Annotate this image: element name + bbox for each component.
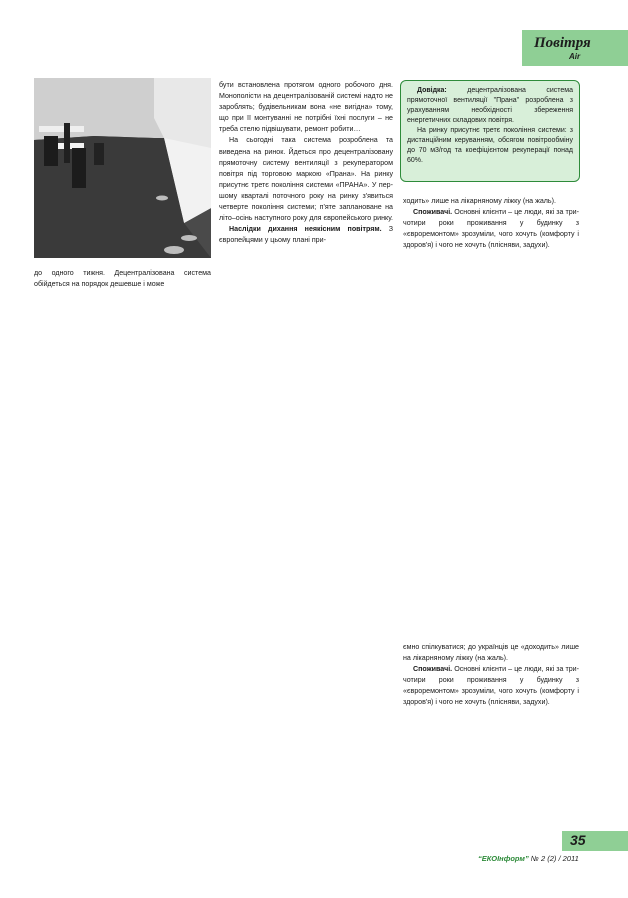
column-3-lower-paragraph-2: [403, 664, 579, 708]
issue-number: № 2 (2) / 2011: [528, 854, 579, 863]
callout-label: Довідка:: [417, 87, 447, 94]
reference-callout: [400, 80, 580, 182]
column-2: [219, 80, 393, 246]
callout-paragraph-1: [407, 86, 573, 126]
column-2-paragraph-1: бути встановлена протягом одного робочого дня. Монополісти на децентралізованій системі надто не зароблять; будівельникам вона «не вигідна» тому, що при її монтуванні не потрібні їхні послуги – не треба стелю підвішувати, ремонт робити…: [219, 81, 393, 134]
callout-paragraph-1-text: децентралізована система прямоточної вентиляції "Прана" розроблена з урахуванням необхідності збереження енергетичних складових повітря.: [407, 87, 573, 124]
column-2-paragraph-3-text: З європейцями у цьому плані при-: [219, 225, 393, 245]
subheading-consumers: Споживачі.: [413, 208, 453, 217]
column-3-paragraph-2-text: Основні клієнти – це люди, які за три-чотири роки проживання у будинку з «євроремонтом» зрозуміли, чого хочуть (комфорту і здоров'я) і чого не хочуть (плісняви, задухи).: [403, 208, 579, 250]
column-2-paragraph-3: [219, 224, 393, 246]
office-photo: [34, 78, 211, 258]
column-3-paragraph-1: ходить» лише на лікарняному ліжку (на жаль).: [403, 197, 556, 205]
section-title: Повітря: [534, 35, 591, 51]
section-subtitle: Air: [569, 52, 581, 61]
subheading-consumers-lower: Споживачі.: [413, 665, 453, 674]
callout-paragraph-2: На ринку присутнє третє покоління системи: з дистанційним керуванням, обсягом повітрообміну до 70 м3/год та коефіцієнтом рекуперації понад 60%.: [407, 127, 573, 164]
column-3-lower-paragraph-1: ємно спілкуватися; до українців це «доходить» лише на лікарняному ліжку (на жаль).: [403, 643, 579, 663]
subheading-breathing: Наслідки дихання неякісним повітрям.: [229, 225, 382, 234]
magazine-brand: “ЕКОІнформ”: [478, 854, 529, 863]
page-number: 35: [570, 832, 586, 848]
column-3: [403, 196, 579, 251]
column-3-lower: [403, 642, 579, 709]
column-2-paragraph-2: На сьогодні така система розроблена та виведена на ринок. Йдеться про децентралізовану прямоточну систему вентиляції з рекуператором повітря під торговою маркою «Прана». На ринку присутнє третє покоління системи «ПРАНА». У першому кварталі поточного року на ринку з'явиться четверте покоління системи; п'яте заплановане на літо–осінь наступного року для європейського ринку.: [219, 136, 394, 223]
column-1-paragraph: до одного тижня. Децентралізована система обійдеться на порядок дешевше і може: [34, 269, 211, 289]
column-3-paragraph-2: [403, 207, 579, 251]
column-3-lower-paragraph-2-text: Основні клієнти – це люди, які за три-чотири роки проживання у будинку з «євроремонтом» зрозуміли, чого хочуть (комфорту і здоров'я) і чого не хочуть (плісняви, задухи).: [403, 665, 579, 707]
office-photo-image: [34, 78, 211, 258]
column-1: [34, 268, 211, 290]
footer-issue: [478, 854, 579, 863]
